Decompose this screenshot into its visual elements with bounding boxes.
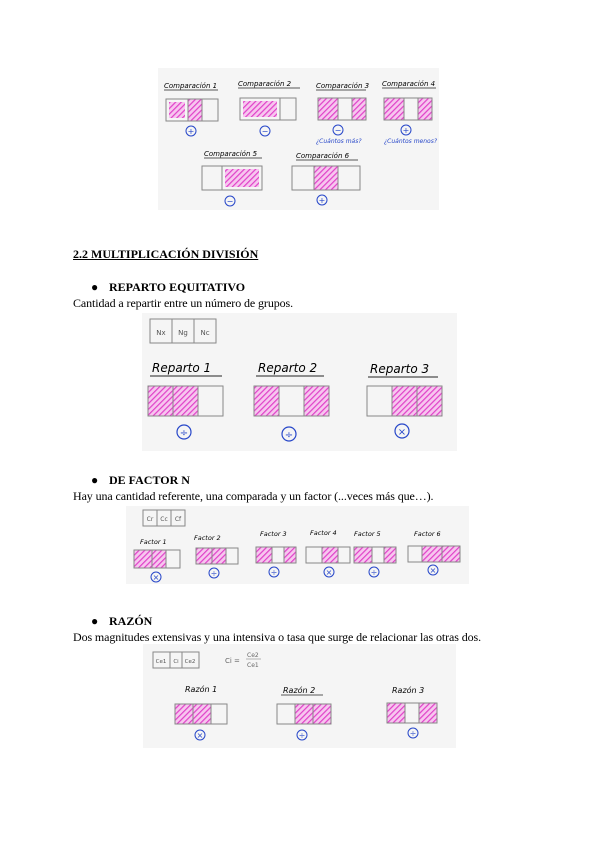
razon-1-op: ×: [196, 731, 204, 740]
comparison-3-label: Comparación 3: [316, 82, 370, 90]
factor-1-op: ×: [152, 573, 160, 582]
factor-diagram: [126, 506, 469, 584]
reparto-heading: [91, 280, 245, 295]
razon-figure: [143, 644, 456, 748]
factor-6-op: ×: [429, 566, 437, 575]
comparison-4-label: Comparación 4: [382, 80, 436, 88]
bullet-icon: ●: [91, 473, 99, 487]
reparto-3-label: Reparto 3: [370, 362, 430, 376]
reparto-2-label: Reparto 2: [258, 361, 318, 375]
reparto-legend-2: Ng: [178, 329, 188, 337]
factor-legend-3: Cf: [174, 516, 182, 523]
razon-heading-text: RAZÓN: [109, 614, 153, 628]
factor-heading: [91, 473, 190, 488]
razon-heading: [91, 614, 152, 629]
reparto-1-op: ÷: [179, 428, 189, 439]
factor-2-op: ÷: [210, 569, 218, 578]
comparison-2-label: Comparación 2: [238, 80, 292, 88]
factor-5-op: ÷: [370, 568, 378, 577]
razon-2-label: Razón 2: [283, 686, 316, 695]
section-title-text: 2.2 MULTIPLICACIÓN DIVISIÓN: [73, 247, 259, 261]
razon-3-op: ÷: [409, 729, 417, 738]
comparison-6-label: Comparación 6: [296, 152, 350, 160]
razon-diagram: [143, 644, 456, 748]
razon-formula-den: Ce1: [247, 662, 259, 669]
comparison-3-note: ¿Cuántos más?: [316, 138, 362, 145]
razon-formula-left: Ci =: [225, 657, 240, 665]
comparison-1-label: Comparación 1: [164, 82, 218, 90]
razon-legend-2: Ci: [173, 659, 179, 665]
factor-description: Hay una cantidad referente, una comparada y un factor (...veces más que…).: [73, 489, 434, 503]
factor-3-label: Factor 3: [260, 530, 287, 538]
reparto-legend-3: Nc: [200, 329, 210, 337]
reparto-heading-text: REPARTO EQUITATIVO: [109, 280, 246, 294]
factor-6-label: Factor 6: [414, 530, 441, 538]
factor-5-label: Factor 5: [354, 530, 381, 538]
factor-heading-text: DE FACTOR N: [109, 473, 190, 487]
factor-4-label: Factor 4: [310, 529, 337, 537]
comparison-4-note: ¿Cuántos menos?: [384, 138, 438, 145]
factor-figure: [126, 506, 469, 584]
factor-3-op: ÷: [270, 568, 278, 577]
reparto-legend-1: Nx: [156, 329, 166, 337]
bullet-icon: ●: [91, 614, 99, 628]
razon-3-label: Razón 3: [392, 686, 425, 695]
bullet-icon: ●: [91, 280, 99, 294]
razon-legend-1: Ce1: [155, 659, 167, 665]
comparison-3-op: −: [334, 126, 342, 135]
reparto-3-op: ×: [397, 427, 407, 438]
factor-legend-1: Cr: [146, 516, 154, 523]
comparison-figure: [158, 68, 439, 210]
reparto-diagram: [142, 313, 457, 451]
comparison-1-op: +: [187, 127, 195, 136]
comparison-6-op: +: [318, 196, 326, 205]
factor-legend-2: Cc: [160, 516, 168, 523]
razon-formula-num: Ce2: [247, 652, 259, 659]
factor-4-op: ×: [325, 568, 333, 577]
razon-2-op: ÷: [298, 731, 306, 740]
reparto-1-label: Reparto 1: [152, 361, 212, 375]
reparto-figure: [142, 313, 457, 451]
comparison-5-op: −: [226, 197, 234, 206]
comparison-2-op: −: [261, 127, 269, 136]
reparto-description: Cantidad a repartir entre un número de grupos.: [73, 296, 293, 310]
comparison-4-op: +: [402, 126, 410, 135]
comparison-5-label: Comparación 5: [204, 150, 258, 158]
factor-2-label: Factor 2: [194, 534, 221, 542]
razon-description: Dos magnitudes extensivas y una intensiva o tasa que surge de relacionar las otras dos.: [73, 630, 481, 644]
razon-legend-3: Ce2: [184, 659, 196, 665]
section-title: [73, 247, 258, 262]
factor-1-label: Factor 1: [140, 538, 167, 546]
comparison-diagram: [158, 68, 439, 210]
razon-1-label: Razón 1: [185, 685, 218, 694]
reparto-2-op: ÷: [284, 430, 294, 441]
